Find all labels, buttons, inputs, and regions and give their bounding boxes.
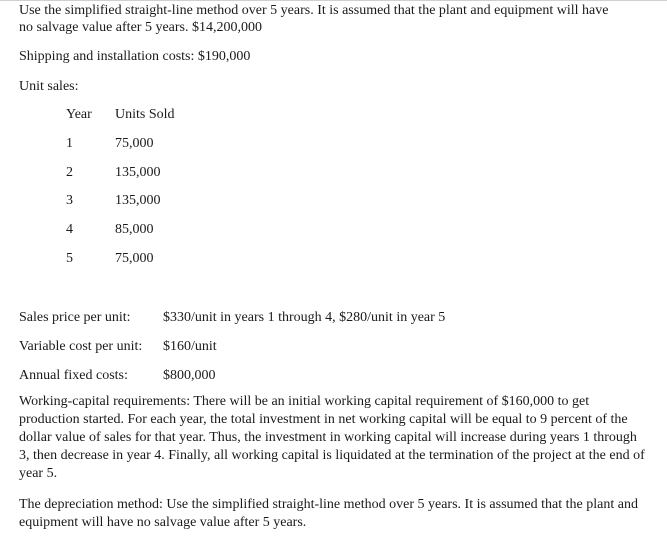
row-units: 75,000	[115, 251, 154, 266]
row-year: 3	[66, 193, 73, 208]
row-units: 85,000	[115, 222, 154, 237]
row-units: 135,000	[115, 193, 161, 208]
row-units: 75,000	[115, 136, 154, 151]
row-year: 2	[66, 165, 73, 180]
top-divider	[0, 0, 667, 1]
sales-price-label: Sales price per unit:	[19, 310, 131, 325]
table-header-units: Units Sold	[115, 107, 175, 122]
row-year: 1	[66, 136, 73, 151]
unit-sales-label: Unit sales:	[19, 79, 79, 94]
depreciation-paragraph: The depreciation method: Use the simplified straight-line method over 5 years. It is assumed that the plant and equipment will have no salvage value after 5 years.	[19, 497, 638, 530]
working-capital-paragraph: Working-capital requirements: There will be an initial working capital requirement of $160,000 to get production started. For each year, the total investment in net working capital will be equal to 9 percent of the dollar value of sales for that year. Thus, the investment in working capital will increase during years 1 through 3, then decrease in year 4. Finally, all working capital is liquidated at the termination of the project at the end of year 5.	[19, 394, 645, 481]
variable-cost-label: Variable cost per unit:	[19, 339, 143, 354]
row-units: 135,000	[115, 165, 161, 180]
variable-cost-value: $160/unit	[163, 339, 217, 354]
table-header-year: Year	[66, 107, 92, 122]
row-year: 5	[66, 251, 73, 266]
row-year: 4	[66, 222, 73, 237]
fixed-costs-value: $800,000	[163, 368, 216, 383]
sales-price-value: $330/unit in years 1 through 4, $280/unit in year 5	[163, 310, 446, 325]
intro-line-2: no salvage value after 5 years. $14,200,000	[19, 20, 262, 35]
shipping-costs: Shipping and installation costs: $190,000	[19, 49, 251, 64]
fixed-costs-label: Annual fixed costs:	[19, 368, 128, 383]
intro-line-1: Use the simplified straight-line method over 5 years. It is assumed that the plant and equipment will have	[19, 3, 609, 18]
